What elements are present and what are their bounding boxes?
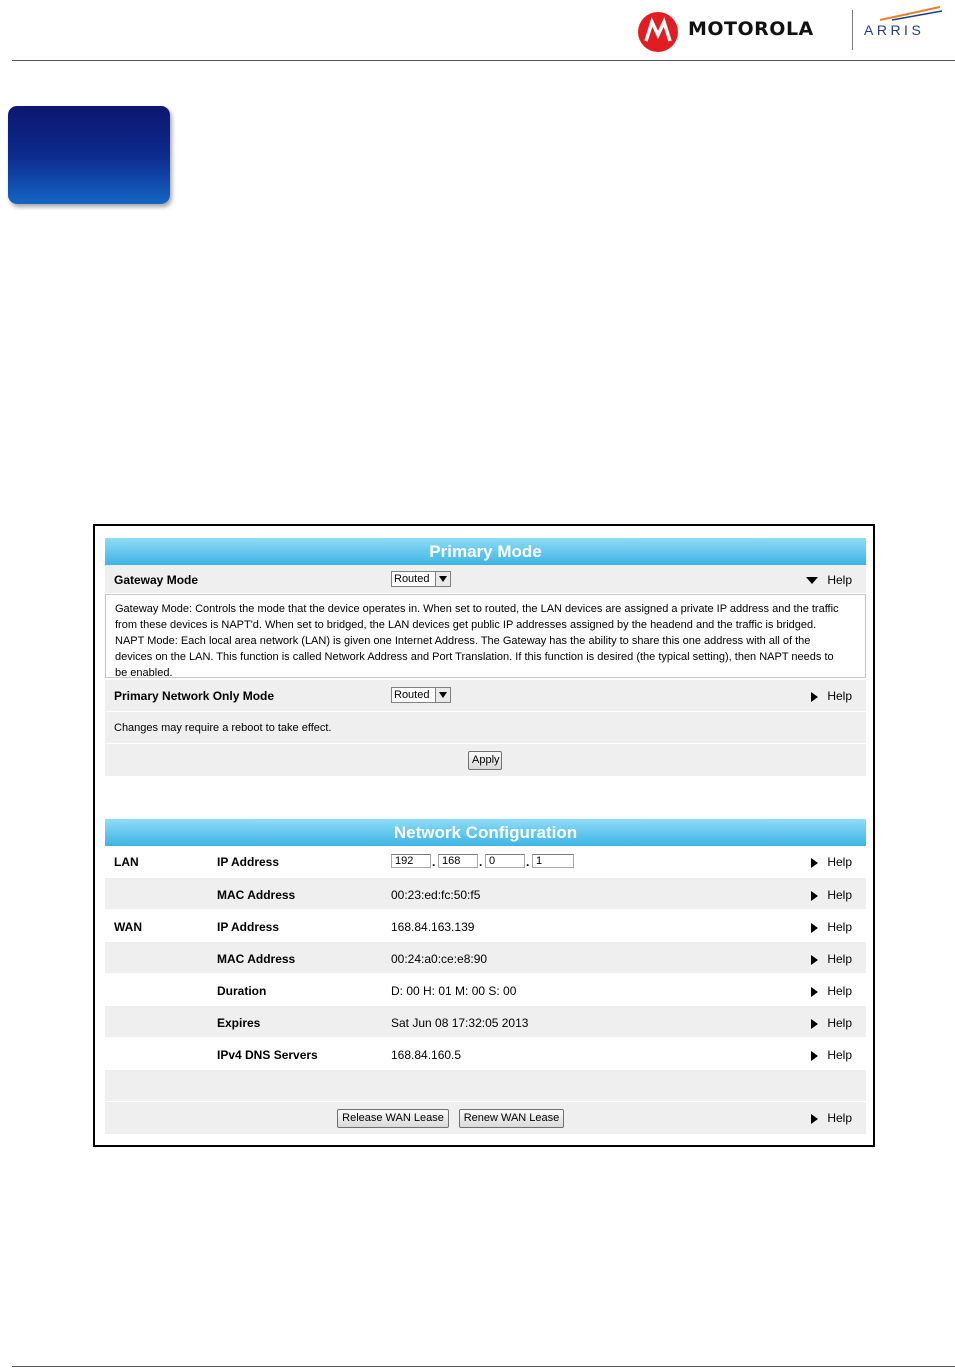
lease-buttons-row — [105, 1102, 866, 1135]
reboot-note-row — [105, 712, 866, 744]
brand-motorola: MOTOROLA — [688, 18, 814, 40]
apply-row — [105, 744, 866, 777]
wan-mac-label: MAC Address — [217, 952, 296, 966]
wan-ip-value: 168.84.163.139 — [391, 920, 475, 934]
gateway-mode-select[interactable] — [391, 571, 451, 587]
dns-help-link[interactable] — [811, 1048, 852, 1062]
apply-button[interactable]: Apply — [468, 751, 502, 770]
primary-network-only-select[interactable] — [391, 687, 451, 703]
footer-divider — [12, 1366, 955, 1367]
screenshot-frame — [93, 524, 875, 1147]
lan-ip-octet-4[interactable]: 1 — [532, 854, 574, 868]
lease-help-link[interactable] — [811, 1111, 852, 1125]
lan-ip-octet-2[interactable]: 168 — [438, 854, 478, 868]
gateway-mode-label: Gateway Mode — [114, 573, 199, 587]
help-line: devices on the LAN. This function is called Network Address and Port Translation. If this function is desired (the typical setting), then NAPT needs to — [115, 651, 834, 663]
lan-mac-label: MAC Address — [217, 888, 296, 902]
help-label: Help — [827, 573, 852, 587]
spacer-row — [105, 1070, 866, 1102]
ip-dot: . — [479, 855, 483, 869]
primary-network-only-value: Routed — [394, 689, 430, 701]
motorola-logo-icon — [638, 12, 678, 52]
help-line: NAPT Mode: Each local area network (LAN) is given one Internet Address. The Gateway has the ability to share this one address with all of the — [115, 635, 811, 647]
wan-mac-value: 00:24:a0:ce:e8:90 — [391, 952, 488, 966]
primary-mode-header: Primary Mode — [105, 538, 866, 565]
network-config-panel — [105, 819, 866, 1135]
help-label: Help — [827, 1048, 852, 1062]
header-divider — [12, 60, 955, 61]
lan-ip-label: IP Address — [217, 855, 280, 869]
expires-value: Sat Jun 08 17:32:05 2013 — [391, 1016, 529, 1030]
wan-mac-help-link[interactable] — [811, 952, 852, 966]
collapsed-triangle-icon — [811, 955, 818, 965]
collapsed-triangle-icon — [811, 1019, 818, 1029]
help-label: Help — [827, 855, 852, 869]
lan-mac-value: 00:23:ed:fc:50:f5 — [391, 888, 481, 902]
dns-row — [105, 1038, 866, 1070]
help-label: Help — [827, 1016, 852, 1030]
dns-label: IPv4 DNS Servers — [217, 1048, 318, 1062]
brand-divider — [852, 10, 853, 50]
gateway-mode-help-link[interactable] — [806, 573, 852, 587]
collapsed-triangle-icon — [811, 923, 818, 933]
lan-label: LAN — [114, 855, 139, 869]
lan-mac-help-link[interactable] — [811, 888, 852, 902]
help-label: Help — [827, 920, 852, 934]
reboot-note: Changes may require a reboot to take effect. — [114, 722, 332, 734]
collapsed-triangle-icon — [811, 987, 818, 997]
help-label: Help — [827, 888, 852, 902]
duration-help-link[interactable] — [811, 984, 852, 998]
primary-network-only-row — [105, 680, 866, 712]
help-label: Help — [827, 1111, 852, 1125]
help-line: from these devices is NAPT'd. When set to bridged, the LAN devices get public IP addresses assigned by the headend and the traffic is bridged. — [115, 619, 817, 631]
primary-network-only-label: Primary Network Only Mode — [114, 689, 275, 703]
lan-ip-row — [105, 846, 866, 878]
renew-wan-lease-button[interactable]: Renew WAN Lease — [459, 1109, 564, 1128]
wan-mac-row — [105, 942, 866, 974]
help-label: Help — [827, 689, 852, 703]
help-line: Gateway Mode: Controls the mode that the device operates in. When set to routed, the LAN devices are assigned a private IP address and the traffic — [115, 603, 839, 615]
wan-ip-label: IP Address — [217, 920, 280, 934]
lan-ip-help-link[interactable] — [811, 855, 852, 869]
chevron-down-icon — [435, 572, 450, 586]
brand-arris: ARRIS — [864, 22, 925, 38]
help-line: be enabled. — [115, 667, 173, 679]
gateway-mode-help-text — [105, 594, 866, 678]
expires-row — [105, 1006, 866, 1038]
help-label: Help — [827, 984, 852, 998]
duration-row — [105, 974, 866, 1006]
wan-ip-help-link[interactable] — [811, 920, 852, 934]
gateway-mode-row — [105, 565, 866, 594]
wan-label: WAN — [114, 920, 142, 934]
lan-ip-octet-1[interactable]: 192 — [391, 854, 431, 868]
dns-value: 168.84.160.5 — [391, 1048, 462, 1062]
collapsed-triangle-icon — [811, 692, 818, 702]
help-label: Help — [827, 952, 852, 966]
wan-ip-row — [105, 910, 866, 942]
network-config-header: Network Configuration — [105, 819, 866, 846]
collapsed-triangle-icon — [811, 1051, 818, 1061]
collapsed-triangle-icon — [811, 891, 818, 901]
duration-label: Duration — [217, 984, 267, 998]
duration-value: D: 00 H: 01 M: 00 S: 00 — [391, 984, 517, 998]
primary-network-only-help-link[interactable] — [811, 689, 852, 703]
expanded-triangle-icon — [806, 577, 818, 584]
expires-label: Expires — [217, 1016, 261, 1030]
collapsed-triangle-icon — [811, 858, 818, 868]
chapter-tab — [8, 106, 170, 204]
chevron-down-icon — [435, 688, 450, 702]
release-wan-lease-button[interactable]: Release WAN Lease — [337, 1109, 449, 1128]
ip-dot: . — [526, 855, 530, 869]
lan-mac-row — [105, 878, 866, 910]
expires-help-link[interactable] — [811, 1016, 852, 1030]
ip-dot: . — [432, 855, 436, 869]
lan-ip-octet-3[interactable]: 0 — [485, 854, 525, 868]
collapsed-triangle-icon — [811, 1114, 818, 1124]
gateway-mode-value: Routed — [394, 573, 430, 585]
primary-mode-panel — [105, 538, 866, 777]
